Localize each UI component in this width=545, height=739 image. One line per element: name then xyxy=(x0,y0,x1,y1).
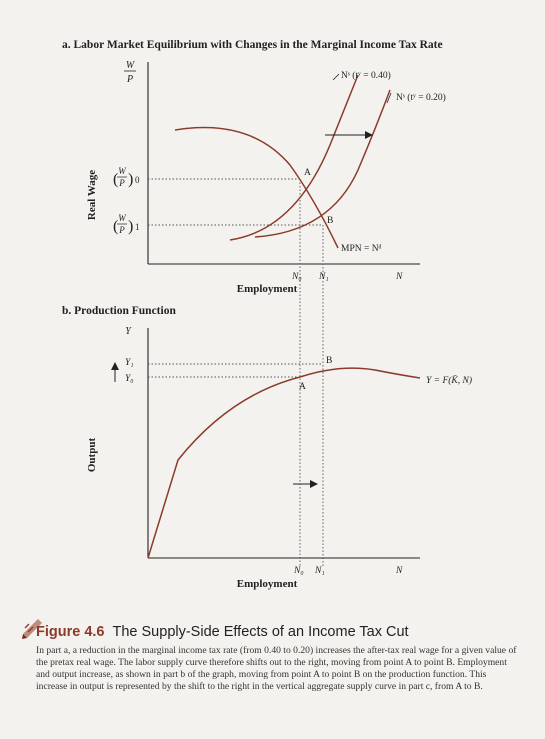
panel-b-title: b. Production Function xyxy=(62,305,176,317)
panel-b-x-n: N xyxy=(396,566,403,576)
panel-a-side-label: Real Wage xyxy=(86,169,98,221)
labor-supply-curve-040 xyxy=(230,75,358,240)
svg-text:(: ( xyxy=(113,171,119,188)
svg-text:1: 1 xyxy=(135,222,140,232)
panel-b-x-n0: N₀ xyxy=(294,566,304,576)
caption-title xyxy=(36,624,516,640)
panel-a-x-n: N xyxy=(396,272,403,282)
production-function-label: Y = F(K̄, N) xyxy=(426,376,472,386)
svg-text:P: P xyxy=(119,178,125,188)
panel-a-x-n1: N₁ xyxy=(319,272,329,282)
panel-a-x-n0: N₀ xyxy=(292,272,302,282)
caption-figure-label: Figure 4.6 xyxy=(36,624,105,640)
caption-body: In part a, a reduction in the marginal income tax rate (from 0.40 to 0.20) increases the after-tax real wage for a given value of the pretax real wage. The labor supply curve therefore shifts out to the right, moving from point A to point B. Employment and output increase, as shown in part b of the graph, moving from point A to point B on the production function. This increase in output is represented by the shift to the right in the vertical aggregate supply curve in part c, from A to B. xyxy=(36,645,517,692)
panel-a-xlabel: Employment xyxy=(236,283,298,295)
panel-b-y-axis-label: Y xyxy=(125,326,131,337)
svg-text:W: W xyxy=(118,166,126,176)
caption-figure-title: The Supply-Side Effects of an Income Tax Cut xyxy=(112,624,409,640)
labor-supply-curve-020 xyxy=(255,90,390,237)
panel-b-point-a: A xyxy=(299,382,306,392)
svg-text:(: ( xyxy=(113,218,119,235)
panel-b-xlabel: Employment xyxy=(236,578,298,590)
panel-a-tick-w1 xyxy=(113,213,140,235)
svg-text:W: W xyxy=(118,213,126,223)
production-function-curve xyxy=(148,368,420,558)
panel-a-point-a: A xyxy=(304,168,311,178)
panel-a-y-axis-den: P xyxy=(126,74,134,85)
panel-b-side-label: Output xyxy=(86,437,98,473)
svg-text:): ) xyxy=(128,218,134,235)
panel-a-title: a. Labor Market Equilibrium with Changes in the Marginal Income Tax Rate xyxy=(62,39,443,51)
panel-b-tick-y1: Y₁ xyxy=(125,358,134,368)
panel-a-y-axis-num: W xyxy=(125,60,135,71)
mpn-label: MPN = Nᵈ xyxy=(341,244,382,254)
svg-text:): ) xyxy=(128,171,134,188)
panel-b-point-b: B xyxy=(326,356,333,366)
ns-040-leader xyxy=(333,74,339,80)
panel-a-tick-w0 xyxy=(113,166,140,188)
ns-020-label: Nˢ (tʸ = 0.20) xyxy=(396,93,446,103)
panel-b-tick-y0: Y₀ xyxy=(125,374,134,384)
svg-text:0: 0 xyxy=(135,175,140,185)
ns-040-label: Nˢ (tʸ = 0.40) xyxy=(341,71,391,81)
mpn-labor-demand-curve xyxy=(175,128,338,248)
panel-a-point-b: B xyxy=(327,216,334,226)
panel-b-x-n1: N₁ xyxy=(315,566,325,576)
svg-text:P: P xyxy=(119,225,125,235)
